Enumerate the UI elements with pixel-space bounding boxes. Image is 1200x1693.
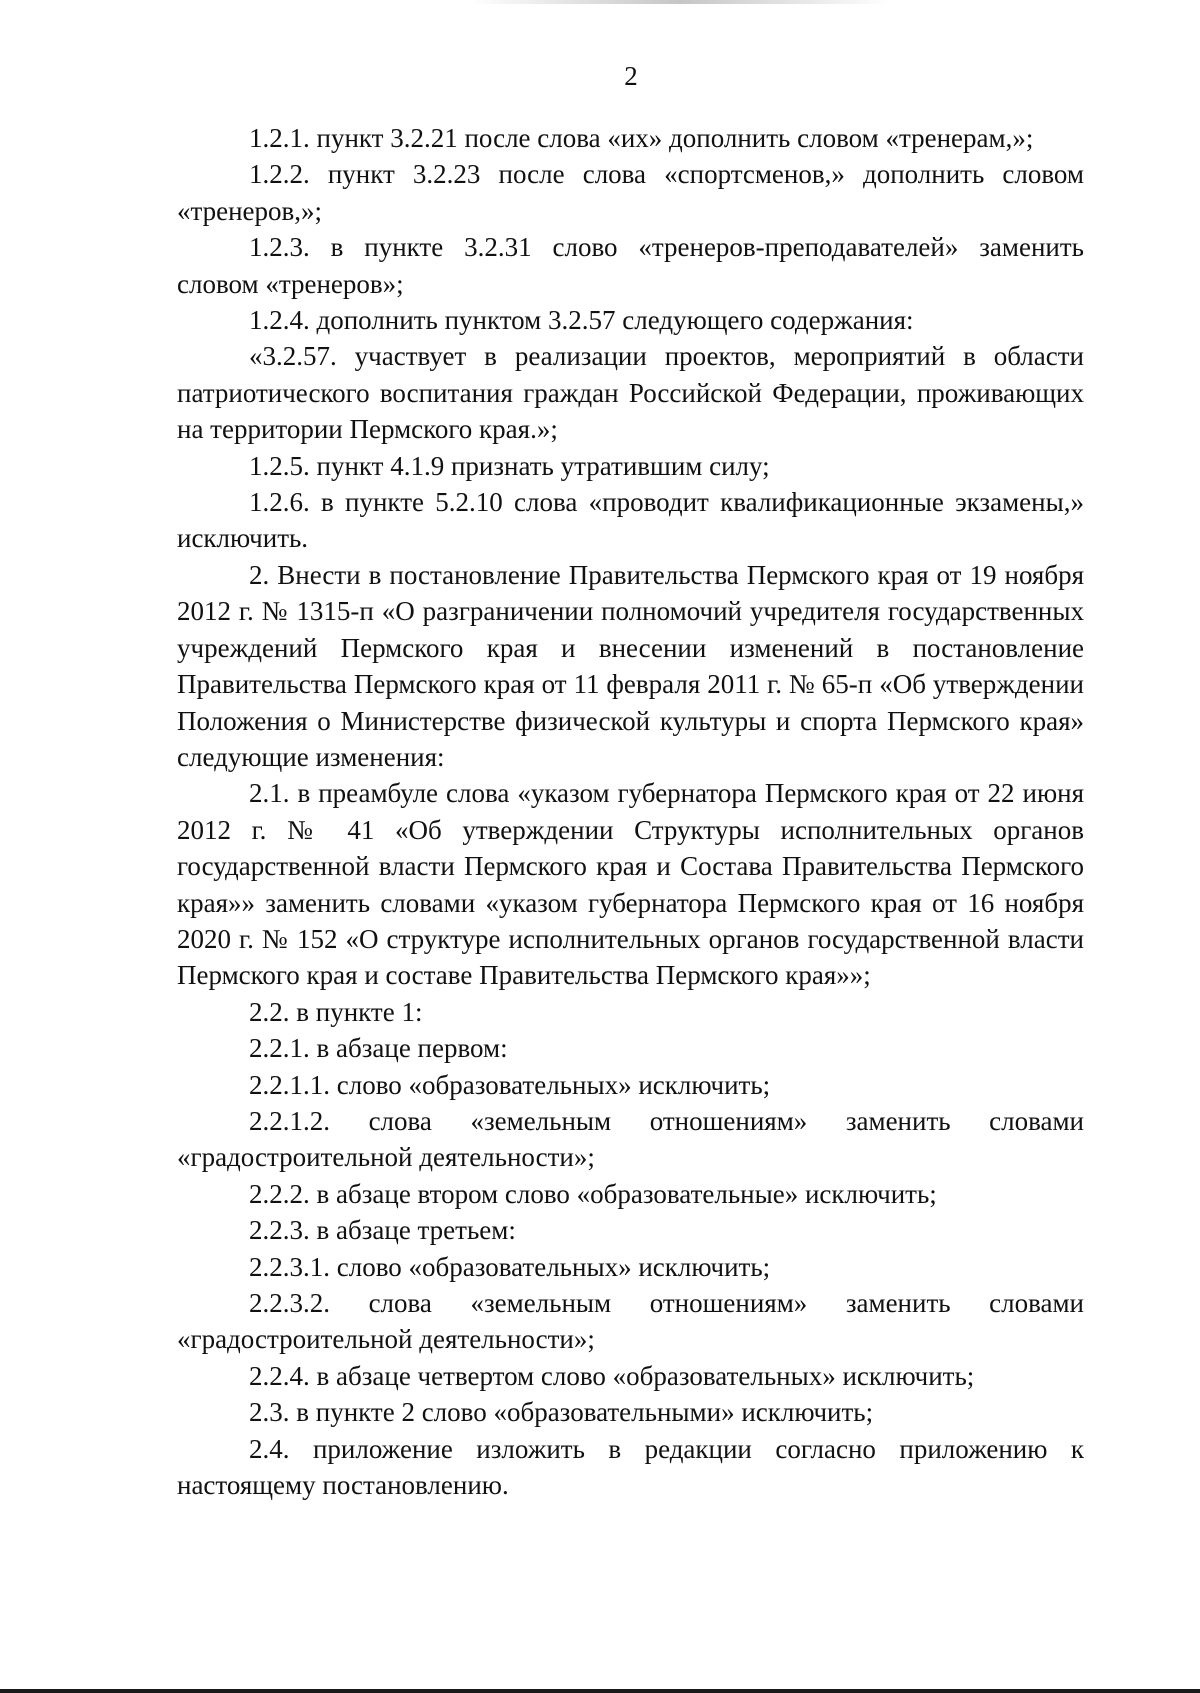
paragraph-2-1: 2.1. в преамбуле слова «указом губернатора Пермского края от 22 июня 2012 г. № 41 «Об утверждении Структуры исполнительных органов государственной власти Пермского края и Состава Правительства Пермского края»» заменить словами «указом губернатора Пермского края от 16 ноября 2020 г. № 152 «О структуре исполнительных органов государственной власти Пермского края и составе Правительства Пермского края»»;: [177, 778, 1084, 991]
paragraph-2-3: 2.3. в пункте 2 слово «образовательными» исключить;: [249, 1397, 874, 1428]
paragraph-1-2-3: 1.2.3. в пункте 3.2.31 слово «тренеров-преподавателей» заменить словом «тренеров»;: [177, 232, 1084, 299]
document-body: [177, 120, 1084, 1503]
paragraph-2-2-1-1: 2.2.1.1. слово «образовательных» исключить;: [249, 1069, 771, 1100]
paragraph-2-2: 2.2. в пункте 1:: [249, 996, 423, 1027]
paragraph-1-2-4: 1.2.4. дополнить пунктом 3.2.57 следующего содержания:: [249, 305, 914, 336]
paragraph-3-2-57-quote: «3.2.57. участвует в реализации проектов, мероприятий в области патриотического воспитания граждан Российской Федерации, проживающих на территории Пермского края.»;: [177, 341, 1084, 445]
paragraph-2-2-2: 2.2.2. в абзаце втором слово «образовательные» исключить;: [249, 1178, 937, 1209]
paragraph-2-2-1-2: 2.2.1.2. слова «земельным отношениям» заменить словами «градостроительной деятельности»;: [177, 1105, 1084, 1173]
page-number: 2: [624, 61, 638, 91]
paragraph-1-2-6: 1.2.6. в пункте 5.2.10 слова «проводит квалификационные экзамены,» исключить.: [177, 487, 1084, 554]
scan-artifact-top: [470, 0, 890, 4]
paragraph-2-2-3-1: 2.2.3.1. слово «образовательных» исключить;: [249, 1251, 771, 1282]
paragraph-1-2-2: 1.2.2. пункт 3.2.23 после слова «спортсменов,» дополнить словом «тренеров,»;: [177, 159, 1084, 226]
paragraph-2-2-3-2: 2.2.3.2. слова «земельным отношениям» заменить словами «градостроительной деятельности»;: [177, 1288, 1084, 1355]
paragraph-2: 2. Внести в постановление Правительства Пермского края от 19 ноября 2012 г. № 1315-п «О разграничении полномочий учредителя государственных учреждений Пермского края и внесении изменений в постановление Правительства Пермского края от 11 февраля 2011 г. № 65-п «Об утверждении Положения о Министерстве физической культуры и спорта Пермского края» следующие изменения:: [177, 559, 1084, 772]
paragraph-2-4: 2.4. приложение изложить в редакции согласно приложению к настоящему постановлению.: [177, 1433, 1084, 1501]
paragraph-1-2-1: 1.2.1. пункт 3.2.21 после слова «их» дополнить словом «тренерам,»;: [249, 123, 1034, 153]
paragraph-2-2-1: 2.2.1. в абзаце первом:: [249, 1033, 508, 1064]
paragraph-2-2-3: 2.2.3. в абзаце третьем:: [249, 1215, 516, 1246]
scan-artifact-bottom: [0, 1689, 1200, 1693]
paragraph-2-2-4: 2.2.4. в абзаце четвертом слово «образовательных» исключить;: [249, 1360, 975, 1391]
paragraph-1-2-5: 1.2.5. пункт 4.1.9 признать утратившим силу;: [249, 450, 770, 481]
